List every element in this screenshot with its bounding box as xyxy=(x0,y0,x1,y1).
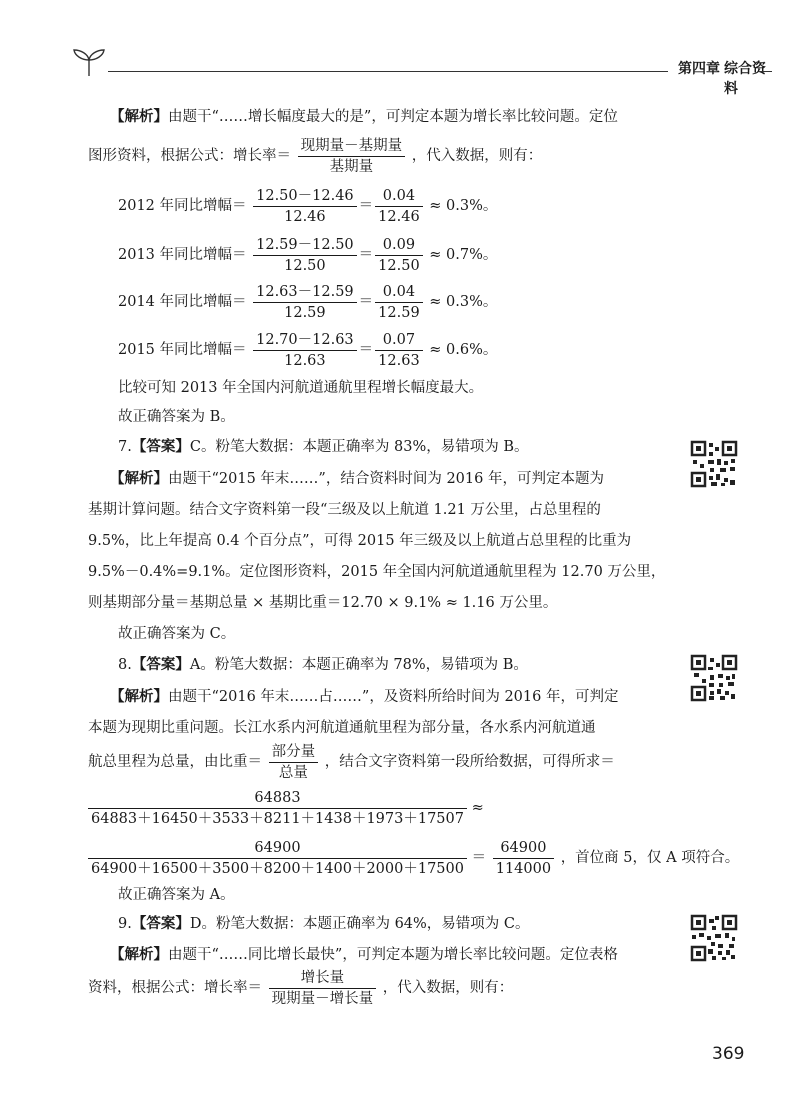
q9-analysis-l1: 【解析】由题干“……同比增长最快”，可判定本题为增长率比较问题。定位表格 xyxy=(110,946,618,963)
q8-analysis-l1: 【解析】由题干“2016 年末……占……”，及资料所给时间为 2016 年，可判定 xyxy=(110,688,619,705)
q8-answer: 8.【答案】A。粉笔大数据：本题正确率为 78%，易错项为 B。 xyxy=(118,656,528,673)
answer-6: 故正确答案为 B。 xyxy=(118,409,235,425)
proportion-formula: $\frac{\text{部分量}}{\text{总量}}$ xyxy=(269,742,319,783)
analysis-tag: 【解析】 xyxy=(110,108,168,125)
q8-fraction-1: $\frac{64883}{64883+16450+3533+8211+1438+1973+17507}$ ≈ xyxy=(88,786,484,830)
answer-7: 故正确答案为 C。 xyxy=(118,626,236,642)
calc-2012: 2012 年同比增幅＝ $\frac{12.50-12.46}{12.46}$ ＝ $\frac{0.04}{12.46}$ ≈ 0.3%。 xyxy=(118,187,498,225)
q9-analysis-l2: 资料，根据公式：增长率＝ $\frac{\text{增长量}}{\text{现期量－增长量}}$ ，代入数据，则有： xyxy=(88,969,514,1007)
calc-2013: 2013 年同比增幅＝ $\frac{12.59-12.50}{12.50}$ ＝ $\frac{0.09}{12.50}$ ≈ 0.7%。 xyxy=(118,236,498,274)
q8-fraction-2: $\frac{64900}{64900+16500+3500+8200+1400+2000+17500}$ ＝ $\frac{64900}{114000}$ ，首位商 5，仅 A 项符合。 xyxy=(88,836,739,880)
qr-code-icon[interactable] xyxy=(690,654,738,702)
leaf-sprout-icon xyxy=(72,48,106,78)
qr-code-icon[interactable] xyxy=(690,914,738,962)
section-title: 综合资料 xyxy=(724,61,766,97)
analysis-line: 【解析】由题干“……增长幅度最大的是”，可判定本题为增长率比较问题。定位 xyxy=(110,108,618,125)
q9-answer: 9.【答案】D。粉笔大数据：本题正确率为 64%，易错项为 C。 xyxy=(118,915,530,932)
header-rule xyxy=(108,71,668,72)
q7-answer: 7.【答案】C。粉笔大数据：本题正确率为 83%，易错项为 B。 xyxy=(118,438,529,455)
calc-2014: 2014 年同比增幅＝ $\frac{12.63-12.59}{12.59}$ ＝ $\frac{0.04}{12.59}$ ≈ 0.3%。 xyxy=(118,283,498,321)
q8-analysis-l2: 本题为现期比重问题。长江水系内河航道通航里程为部分量，各水系内河航道通 xyxy=(88,720,596,736)
calc-2015: 2015 年同比增幅＝ $\frac{12.70-12.63}{12.63}$ ＝ $\frac{0.07}{12.63}$ ≈ 0.6%。 xyxy=(118,331,498,369)
page-header xyxy=(72,44,772,97)
qr-code-icon xyxy=(690,914,738,962)
answer-8: 故正确答案为 A。 xyxy=(118,887,235,903)
header-rule-end xyxy=(760,71,772,72)
formula-line: 图形资料，根据公式：增长率＝ $\frac{\text{现期量－基期量}}{\text{基期量}}$ ，代入数据，则有： xyxy=(88,137,543,175)
qr-code-icon xyxy=(690,440,738,488)
q7-analysis-l5: 则基期部分量＝基期总量 × 基期比重＝12.70 × 9.1% ≈ 1.16 万公里。 xyxy=(88,595,558,611)
comparison-text: 比较可知 2013 年全国内河航道通航里程增长幅度最大。 xyxy=(118,380,484,396)
q7-analysis-l1: 【解析】由题干“2015 年末……”，结合资料时间为 2016 年，可判定本题为 xyxy=(110,470,604,487)
q7-analysis-l2: 基期计算问题。结合文字资料第一段“三级及以上航道 1.21 万公里，占总里程的 xyxy=(88,502,601,518)
growth-rate-formula-2: $\frac{\text{增长量}}{\text{现期量－增长量}}$ xyxy=(269,968,377,1009)
qr-code-icon[interactable] xyxy=(690,440,738,488)
growth-rate-formula: $\frac{\text{现期量－基期量}}{\text{基期量}}$ xyxy=(298,136,406,177)
chapter-title: 第四章 xyxy=(678,61,720,77)
q8-analysis-l3: 航总里程为总量，由比重＝ $\frac{\text{部分量}}{\text{总量}}$ ，结合文字资料第一段所给数据，可得所求＝ xyxy=(88,743,615,781)
qr-code-icon xyxy=(690,654,738,702)
q7-analysis-l4: 9.5%－0.4%=9.1%。定位图形资料，2015 年全国内河航道通航里程为 12.70 万公里， xyxy=(88,564,666,580)
q7-analysis-l3: 9.5%，比上年提高 0.4 个百分点”，可得 2015 年三级及以上航道占总里程的比重为 xyxy=(88,533,632,549)
page-number: 369 xyxy=(712,1044,745,1064)
